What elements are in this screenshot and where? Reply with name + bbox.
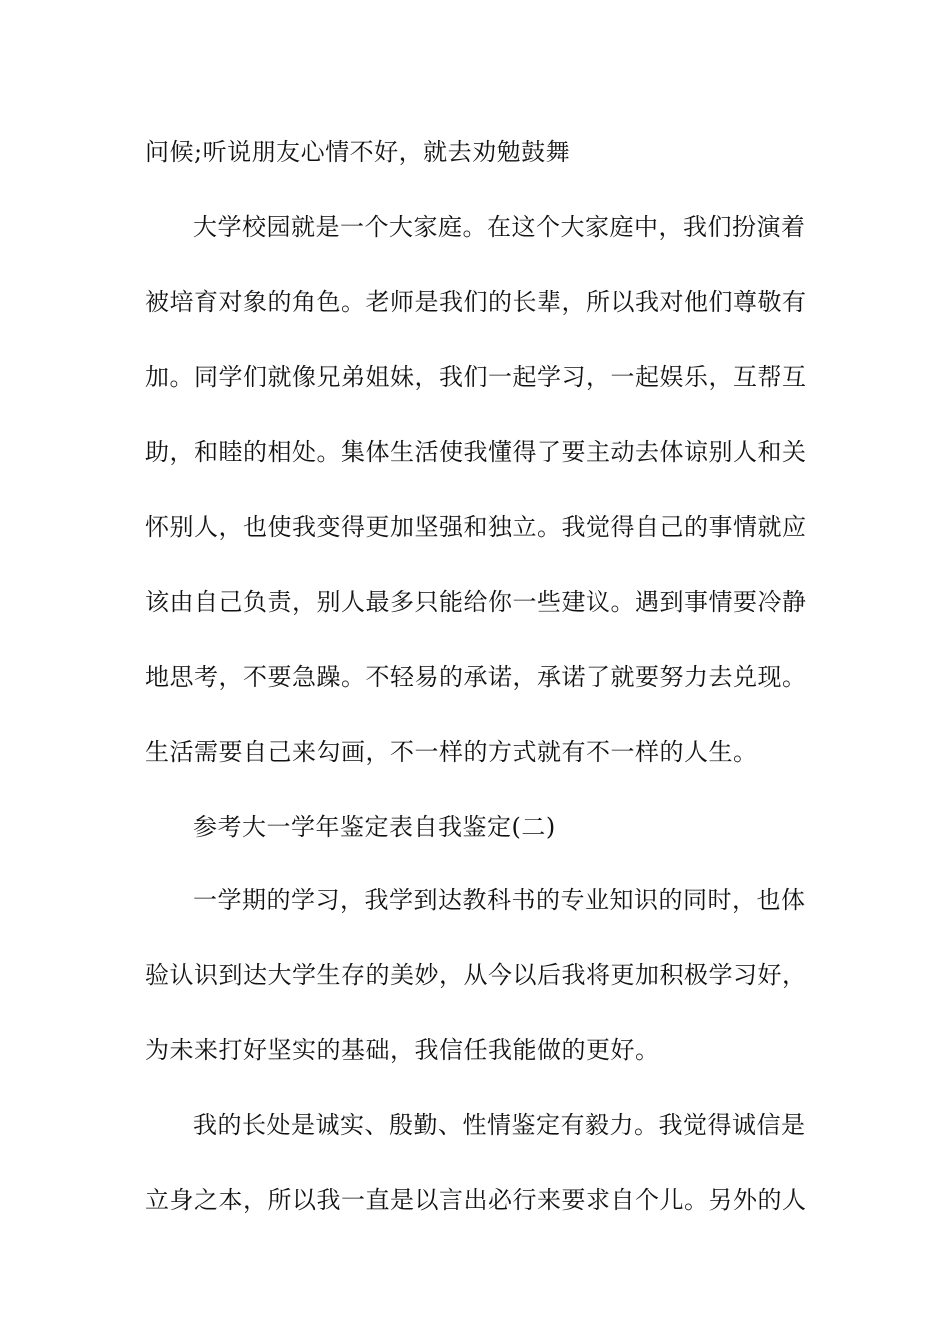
paragraph-line: 为未来打好坚实的基础，我信任我能做的更好。 — [145, 1036, 660, 1064]
paragraph-line: 生活需要自己来勾画，不一样的方式就有不一样的人生。 — [145, 738, 758, 766]
paragraph-first-line: 大学校园就是一个大家庭。在这个大家庭中，我们扮演着 — [193, 213, 806, 241]
paragraph-line: 立身之本，所以我一直是以言出必行来要求自个儿。另外的人 — [145, 1186, 807, 1214]
paragraph-line: 该由自己负责，别人最多只能给你一些建议。遇到事情要冷静 — [145, 588, 807, 616]
paragraph-first-line: 一学期的学习，我学到达教科书的专业知识的同时，也体 — [193, 886, 806, 914]
paragraph-line: 地思考，不要急躁。不轻易的承诺，承诺了就要努力去兑现。 — [145, 663, 807, 691]
paragraph-line: 助，和睦的相处。集体生活使我懂得了要主动去体谅别人和关 — [145, 438, 807, 466]
paragraph-line: 怀别人，也使我变得更加坚强和独立。我觉得自己的事情就应 — [145, 513, 807, 541]
paragraph-continuation-line: 问候;听说朋友心情不好，就去劝勉鼓舞 — [145, 138, 571, 166]
section-heading: 参考大一学年鉴定表自我鉴定(二) — [193, 813, 556, 841]
paragraph-line: 加。同学们就像兄弟姐妹，我们一起学习，一起娱乐，互帮互 — [145, 363, 807, 391]
paragraph-line: 被培育对象的角色。老师是我们的长辈，所以我对他们尊敬有 — [145, 288, 807, 316]
paragraph-line: 验认识到达大学生存的美妙，从今以后我将更加积极学习好， — [145, 961, 807, 989]
paragraph-first-line: 我的长处是诚实、殷勤、性情鉴定有毅力。我觉得诚信是 — [193, 1111, 806, 1139]
